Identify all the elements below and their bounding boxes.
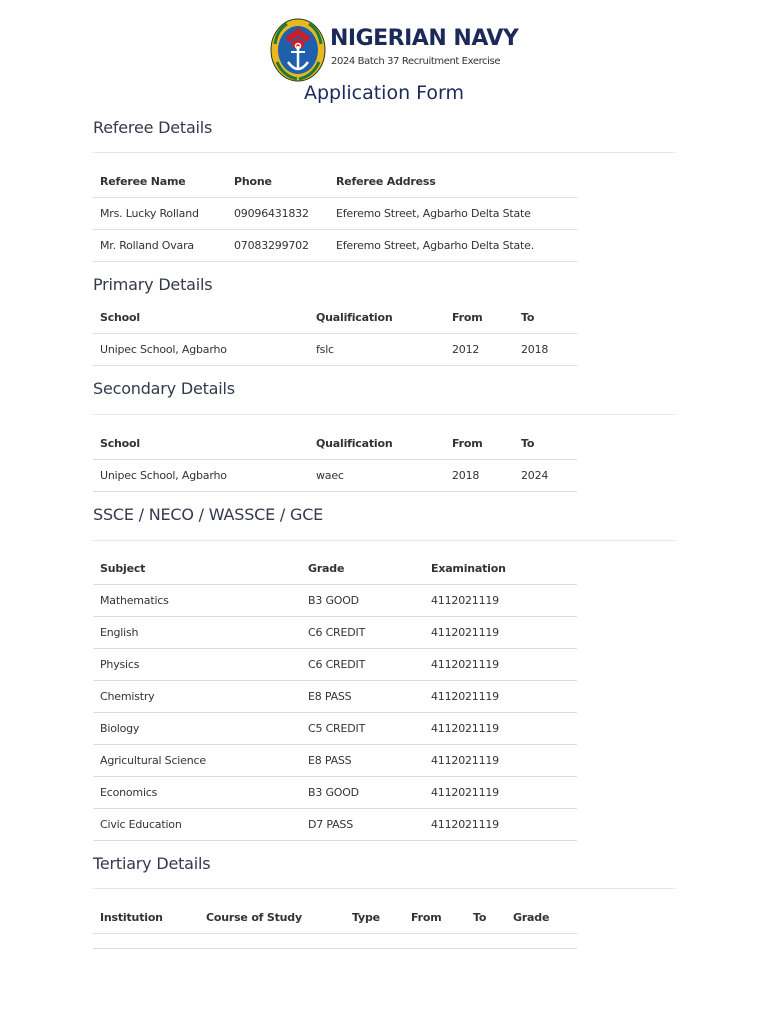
examination-cell: 4112021119 <box>424 745 577 777</box>
referee-name-cell: Mr. Rolland Ovara <box>93 230 227 262</box>
table-row <box>93 777 577 809</box>
referee-name-cell: Mrs. Lucky Rolland <box>93 198 227 230</box>
from-cell: 2018 <box>445 460 514 492</box>
column-header: To <box>514 302 577 334</box>
table-row <box>93 713 577 745</box>
section-title-secondary: Secondary Details <box>93 379 235 398</box>
grade-cell: B3 GOOD <box>301 777 424 809</box>
ssce-table <box>93 553 577 841</box>
column-header: Qualification <box>309 428 445 460</box>
subject-cell: Mathematics <box>93 585 301 617</box>
nigerian-navy-crest-icon <box>269 18 327 82</box>
column-header: Subject <box>93 553 301 585</box>
column-header: School <box>93 302 309 334</box>
subject-cell: Civic Education <box>93 809 301 841</box>
table-row <box>93 460 577 492</box>
column-header: Examination <box>424 553 577 585</box>
table-row <box>93 681 577 713</box>
form-title: Application Form <box>303 82 465 104</box>
table-row <box>93 649 577 681</box>
column-header: Grade <box>506 902 577 934</box>
to-cell: 2024 <box>514 460 577 492</box>
to-cell: 2018 <box>514 334 577 366</box>
referee-address-cell: Eferemo Street, Agbarho Delta State <box>329 198 577 230</box>
from-cell: 2012 <box>445 334 514 366</box>
column-header: School <box>93 428 309 460</box>
section-title-ssce: SSCE / NECO / WASSCE / GCE <box>93 505 324 524</box>
referee-phone-cell: 07083299702 <box>227 230 329 262</box>
column-header: Referee Address <box>329 166 577 198</box>
table-header-row <box>93 553 577 585</box>
qualification-cell: waec <box>309 460 445 492</box>
examination-cell: 4112021119 <box>424 649 577 681</box>
page-header <box>0 14 768 86</box>
grade-cell: E8 PASS <box>301 745 424 777</box>
column-header: Course of Study <box>199 902 345 934</box>
table-header-row <box>93 902 577 934</box>
subject-cell: Agricultural Science <box>93 745 301 777</box>
empty-cell <box>93 934 577 949</box>
referee-address-cell: Eferemo Street, Agbarho Delta State. <box>329 230 577 262</box>
examination-cell: 4112021119 <box>424 585 577 617</box>
grade-cell: E8 PASS <box>301 681 424 713</box>
school-cell: Unipec School, Agbarho <box>93 334 309 366</box>
column-header: Type <box>345 902 404 934</box>
subject-cell: Economics <box>93 777 301 809</box>
examination-cell: 4112021119 <box>424 713 577 745</box>
subject-cell: Physics <box>93 649 301 681</box>
examination-cell: 4112021119 <box>424 777 577 809</box>
table-row-empty <box>93 934 577 949</box>
column-header: Institution <box>93 902 199 934</box>
column-header: Phone <box>227 166 329 198</box>
column-header: From <box>445 428 514 460</box>
primary-table <box>93 302 577 366</box>
qualification-cell: fslc <box>309 334 445 366</box>
grade-cell: C6 CREDIT <box>301 649 424 681</box>
column-header: Grade <box>301 553 424 585</box>
table-row <box>93 230 577 262</box>
referee-phone-cell: 09096431832 <box>227 198 329 230</box>
table-row <box>93 617 577 649</box>
section-title-referee: Referee Details <box>93 118 213 137</box>
school-cell: Unipec School, Agbarho <box>93 460 309 492</box>
section-title-primary: Primary Details <box>93 275 213 294</box>
grade-cell: C6 CREDIT <box>301 617 424 649</box>
examination-cell: 4112021119 <box>424 809 577 841</box>
section-title-tertiary: Tertiary Details <box>93 854 211 873</box>
referee-table <box>93 166 577 262</box>
column-header: Referee Name <box>93 166 227 198</box>
subject-cell: Biology <box>93 713 301 745</box>
grade-cell: B3 GOOD <box>301 585 424 617</box>
table-header-row <box>93 166 577 198</box>
section-divider <box>93 152 675 153</box>
subject-cell: Chemistry <box>93 681 301 713</box>
section-divider <box>93 888 675 889</box>
table-header-row <box>93 302 577 334</box>
column-header: From <box>445 302 514 334</box>
examination-cell: 4112021119 <box>424 617 577 649</box>
table-row <box>93 809 577 841</box>
organization-name: NIGERIAN NAVY <box>330 26 519 51</box>
table-header-row <box>93 428 577 460</box>
column-header: To <box>466 902 506 934</box>
grade-cell: C5 CREDIT <box>301 713 424 745</box>
table-row <box>93 745 577 777</box>
examination-cell: 4112021119 <box>424 681 577 713</box>
table-row <box>93 334 577 366</box>
column-header: Qualification <box>309 302 445 334</box>
secondary-table <box>93 428 577 492</box>
subject-cell: English <box>93 617 301 649</box>
recruitment-subtitle: 2024 Batch 37 Recruitment Exercise <box>331 56 501 67</box>
grade-cell: D7 PASS <box>301 809 424 841</box>
section-divider <box>93 414 675 415</box>
column-header: From <box>404 902 466 934</box>
table-row <box>93 198 577 230</box>
section-divider <box>93 540 675 541</box>
tertiary-table <box>93 902 577 949</box>
table-row <box>93 585 577 617</box>
column-header: To <box>514 428 577 460</box>
